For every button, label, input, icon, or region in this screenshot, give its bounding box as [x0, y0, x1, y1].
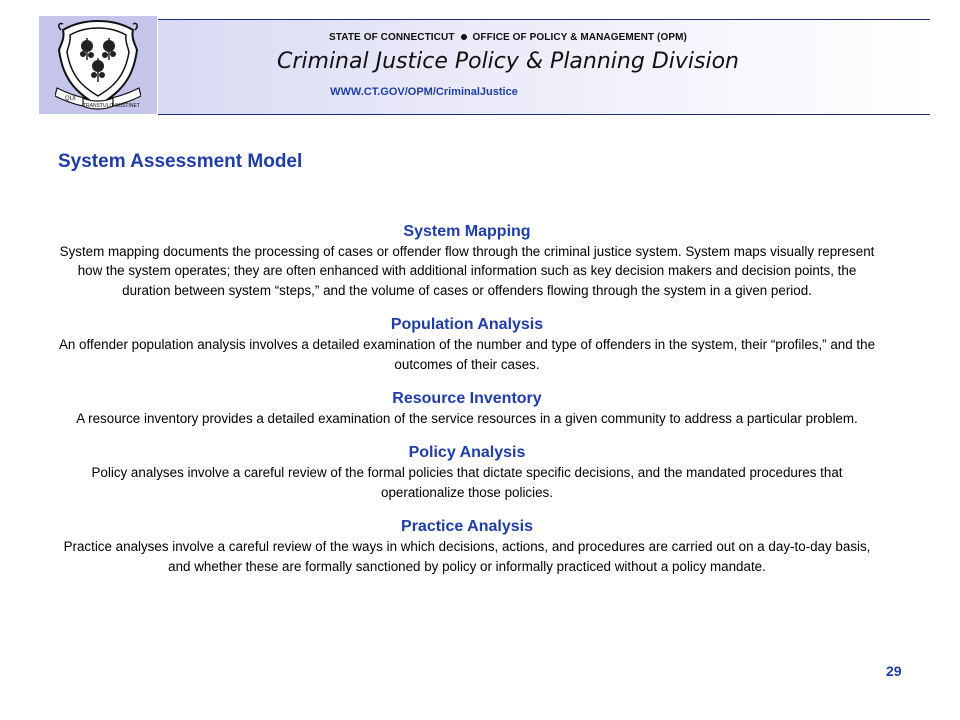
item-heading: Policy Analysis	[408, 444, 526, 462]
agency-office: OFFICE OF POLICY & MANAGEMENT (OPM)	[472, 32, 687, 43]
agency-state: STATE OF CONNECTICUT	[329, 32, 455, 43]
assessment-item-practice-analysis	[54, 518, 880, 576]
seal-motto-right: TRANSTULIT SUSTINET	[83, 103, 140, 109]
state-seal	[39, 16, 157, 114]
division-url[interactable]: WWW.CT.GOV/OPM/CriminalJustice	[330, 86, 518, 98]
item-heading: System Mapping	[403, 223, 531, 240]
item-heading: Resource Inventory	[392, 390, 542, 408]
item-body: Practice analyses involve a careful review of the ways in which decisions, actions, and procedures are carried out on a day-to-day basis, and whether these are formally sanctioned by policy or informally practiced without a policy mandate.	[63, 539, 871, 574]
header-agency-line	[308, 32, 708, 43]
division-title: Criminal Justice Policy & Planning Division	[277, 49, 739, 74]
bullet-icon	[461, 34, 467, 40]
header-banner	[158, 19, 930, 115]
seal-motto-left: QUI	[65, 96, 76, 102]
assessment-item-policy-analysis	[54, 444, 880, 502]
item-body: System mapping documents the processing of cases or offender flow through the criminal justice system. System maps visually represent how the system operates; they are often enhanced with additional information such as key decision makers and decision points, the duration between system “steps,” and the volume of cases or offenders flowing through the system in a given period.	[59, 244, 875, 298]
page-title: System Assessment Model	[58, 151, 303, 172]
item-body: An offender population analysis involves a detailed examination of the number and type of offenders in the system, their “profiles,” and the outcomes of their cases.	[58, 337, 876, 372]
item-body: Policy analyses involve a careful review of the formal policies that dictate specific decisions, and the mandated procedures that operationalize those policies.	[91, 465, 843, 500]
assessment-item-system-mapping	[54, 223, 880, 300]
item-heading: Practice Analysis	[401, 518, 533, 536]
assessment-item-resource-inventory	[54, 390, 880, 428]
item-heading: Population Analysis	[390, 316, 544, 334]
item-body: A resource inventory provides a detailed examination of the service resources in a given community to address a particular problem.	[76, 411, 858, 427]
assessment-list	[54, 223, 880, 592]
page-number: 29	[886, 663, 902, 679]
connecticut-seal-icon	[55, 18, 141, 112]
assessment-item-population-analysis	[54, 316, 880, 374]
